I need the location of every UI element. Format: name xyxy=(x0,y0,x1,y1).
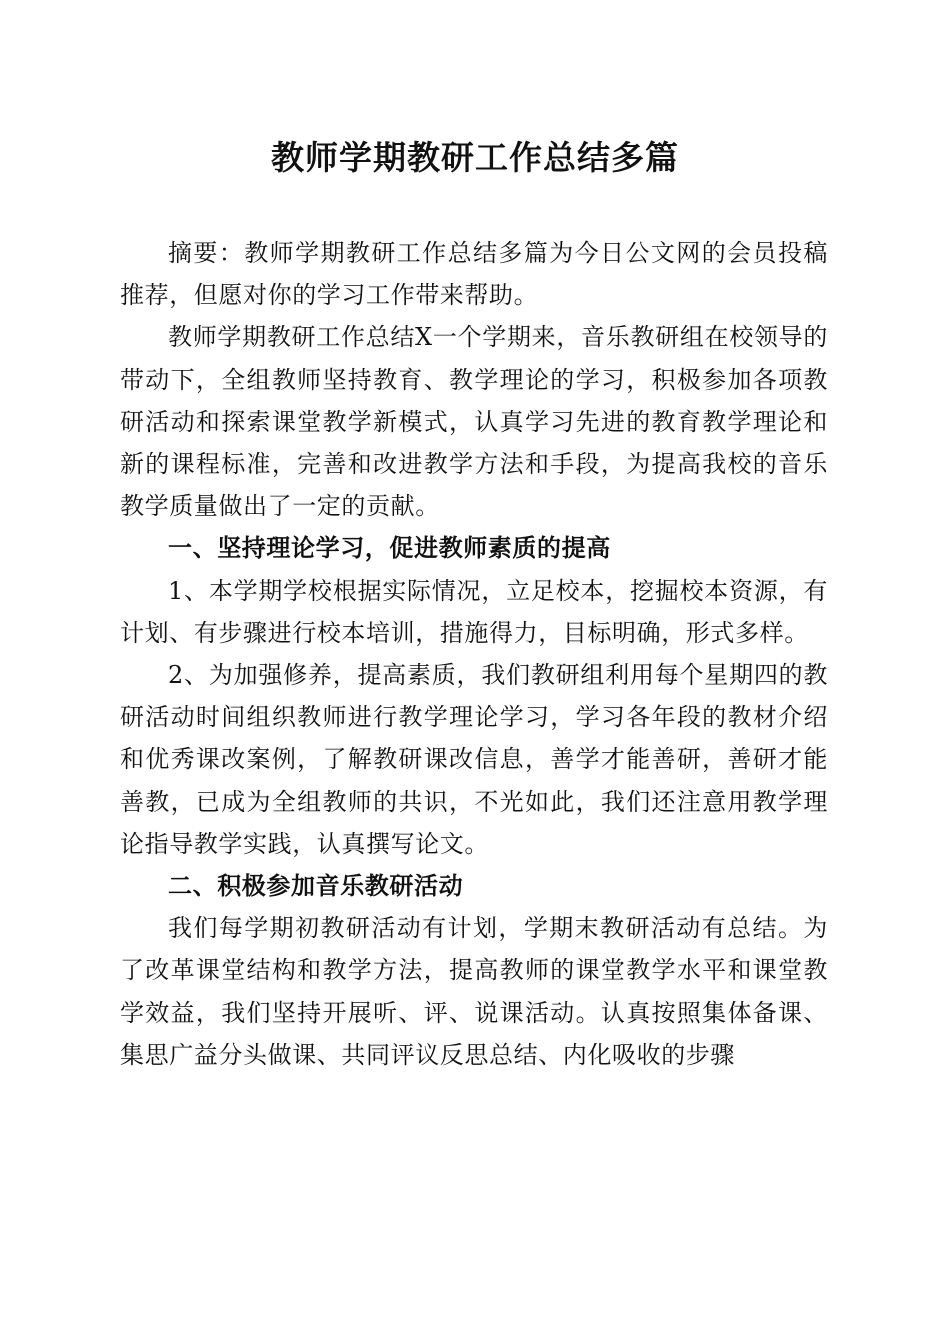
paragraph-section-2-body: 我们每学期初教研活动有计划，学期末教研活动有总结。为了改革课堂结构和教学方法，提高教师的课堂教学水平和课堂教学效益，我们坚持开展听、评、说课活动。认真按照集体备课、集思广益分头做课、共同评议反思总结、内化吸收的步骤 xyxy=(120,914,828,1069)
paragraph-item-2: 2、为加强修养，提高素质，我们教研组利用每个星期四的教研活动时间组织教师进行教学理论学习，学习各年段的教材介绍和优秀课改案例，了解教研课改信息，善学才能善研，善研才能善教，已成为全组教师的共识，不光如此，我们还注意用教学理论指导教学实践，认真撰写论文。 xyxy=(120,661,828,858)
section-heading-1: 一、坚持理论学习，促进教师素质的提高 xyxy=(168,534,611,563)
section-heading-2: 二、积极参加音乐教研活动 xyxy=(168,872,464,901)
paragraph-abstract: 摘要：教师学期教研工作总结多篇为今日公文网的会员投稿推荐，但愿对你的学习工作带来帮助。 xyxy=(120,239,828,310)
paragraph-item-1: 1、本学期学校根据实际情况，立足校本，挖掘校本资源，有计划、有步骤进行校本培训，措施得力，目标明确，形式多样。 xyxy=(120,576,828,647)
document-title: 教师学期教研工作总结多篇 xyxy=(271,138,679,177)
paragraph-intro: 教师学期教研工作总结X一个学期来，音乐教研组在校领导的带动下，全组教师坚持教育、教学理论的学习，积极参加各项教研活动和探索课堂教学新模式，认真学习先进的教育教学理论和新的课程标准，完善和改进教学方法和手段，为提高我校的音乐教学质量做出了一定的贡献。 xyxy=(120,323,828,521)
document-body xyxy=(120,232,828,1076)
